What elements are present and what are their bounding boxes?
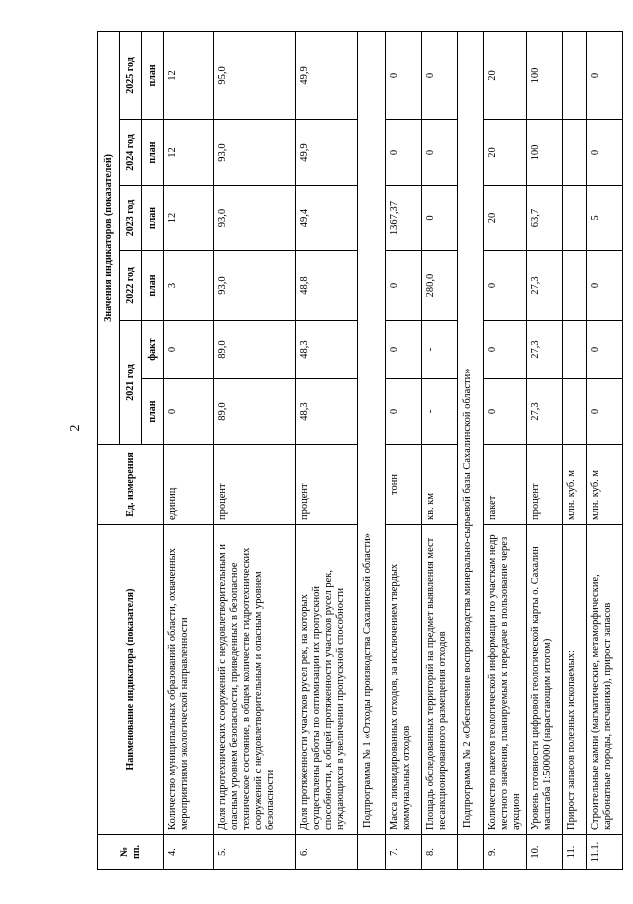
cell-value: 0 bbox=[386, 251, 422, 321]
col-2025: 2025 год bbox=[120, 31, 142, 119]
row-name: Доля протяженности участков русел рек, на которых осуществлены работы по оптимизации их пропускной способности, к общей протяженности участков русел рек, нуждающихся в увеличении пропускной способности bbox=[296, 525, 358, 835]
cell-value: 93,0 bbox=[214, 251, 296, 321]
cell-value bbox=[563, 120, 587, 186]
col-2023: 2023 год bbox=[120, 186, 142, 251]
cell-value: 280,0 bbox=[422, 251, 458, 321]
cell-value bbox=[563, 321, 587, 379]
section-title: Подпрограмма № 2 «Обеспечение воспроизводства минерально-сырьевой базы Сахалинской области» bbox=[458, 31, 484, 834]
cell-value: 100 bbox=[527, 120, 563, 186]
cell-value bbox=[563, 31, 587, 119]
row-unit: процент bbox=[527, 445, 563, 525]
cell-value: 0 bbox=[386, 321, 422, 379]
cell-value: 0 bbox=[422, 31, 458, 119]
cell-value: 63,7 bbox=[527, 186, 563, 251]
rotated-page bbox=[97, 32, 613, 870]
row-unit: единиц bbox=[164, 445, 214, 525]
cell-value: 27,3 bbox=[527, 379, 563, 445]
row-num: 5. bbox=[214, 835, 296, 870]
table-row bbox=[527, 31, 563, 869]
row-unit: процент bbox=[296, 445, 358, 525]
table-row bbox=[484, 31, 527, 869]
cell-value: 95,0 bbox=[214, 31, 296, 119]
col-unit: Ед. измерения bbox=[98, 445, 164, 525]
col-name: Наименование индикатора (показателя) bbox=[98, 525, 164, 835]
cell-value: 0 bbox=[587, 321, 623, 379]
cell-value: 0 bbox=[587, 379, 623, 445]
col-2021-plan: план bbox=[142, 379, 164, 445]
col-2025-plan: план bbox=[142, 31, 164, 119]
cell-value: 89,0 bbox=[214, 321, 296, 379]
cell-value: 48,3 bbox=[296, 379, 358, 445]
row-num: 9. bbox=[484, 835, 527, 870]
cell-value: 0 bbox=[164, 379, 214, 445]
cell-value: - bbox=[422, 321, 458, 379]
cell-value: 0 bbox=[484, 321, 527, 379]
row-unit: млн. куб. м bbox=[587, 445, 623, 525]
cell-value: 12 bbox=[164, 186, 214, 251]
col-num: № пп. bbox=[98, 835, 164, 870]
row-unit: млн. куб. м bbox=[563, 445, 587, 525]
col-values: Значения индикаторов (показателей) bbox=[98, 31, 120, 444]
col-2024: 2024 год bbox=[120, 120, 142, 186]
row-num: 11. bbox=[563, 835, 587, 870]
cell-value: 20 bbox=[484, 186, 527, 251]
cell-value: 0 bbox=[587, 251, 623, 321]
row-name: Уровень готовности цифровой геологической карты о. Сахалин масштаба 1:500000 (нарастающим итогом) bbox=[527, 525, 563, 835]
cell-value: 0 bbox=[484, 251, 527, 321]
row-num: 11.1. bbox=[587, 835, 623, 870]
row-unit: кв. км bbox=[422, 445, 458, 525]
col-2022-plan: план bbox=[142, 251, 164, 321]
cell-value: 12 bbox=[164, 120, 214, 186]
cell-value: 93,0 bbox=[214, 120, 296, 186]
row-num: 6. bbox=[296, 835, 358, 870]
section-title: Подпрограмма № 1 «Отходы производства Сахалинской области» bbox=[358, 31, 386, 834]
table-row bbox=[296, 31, 358, 869]
table-row bbox=[422, 31, 458, 869]
row-name: Площадь обследованных территорий на предмет выявления мест несанкционированного размещения отходов bbox=[422, 525, 458, 835]
cell-value: 0 bbox=[164, 321, 214, 379]
row-num: 8. bbox=[422, 835, 458, 870]
cell-value bbox=[563, 251, 587, 321]
cell-value: 5 bbox=[587, 186, 623, 251]
cell-value: 20 bbox=[484, 120, 527, 186]
cell-value: 49,9 bbox=[296, 120, 358, 186]
col-2022: 2022 год bbox=[120, 251, 142, 321]
section-row bbox=[358, 31, 386, 869]
row-num: 4. bbox=[164, 835, 214, 870]
row-unit: пакет bbox=[484, 445, 527, 525]
cell-value: 48,8 bbox=[296, 251, 358, 321]
cell-value bbox=[563, 186, 587, 251]
cell-value: 0 bbox=[386, 31, 422, 119]
cell-value: 0 bbox=[422, 120, 458, 186]
cell-value: 3 bbox=[164, 251, 214, 321]
row-num: 10. bbox=[527, 835, 563, 870]
cell-value: 12 bbox=[164, 31, 214, 119]
indicators-table bbox=[97, 31, 623, 870]
cell-value: 48,3 bbox=[296, 321, 358, 379]
table-row bbox=[386, 31, 422, 869]
table-row bbox=[587, 31, 623, 869]
cell-value: 49,9 bbox=[296, 31, 358, 119]
page-number: 2 bbox=[68, 424, 83, 432]
row-name: Масса ликвидированных отходов, за исключением твердых коммунальных отходов bbox=[386, 525, 422, 835]
col-2021: 2021 год bbox=[120, 321, 142, 445]
cell-value: 0 bbox=[422, 186, 458, 251]
cell-value: 93,0 bbox=[214, 186, 296, 251]
col-2023-plan: план bbox=[142, 186, 164, 251]
cell-value: 0 bbox=[587, 31, 623, 119]
row-unit: тонн bbox=[386, 445, 422, 525]
cell-value: 100 bbox=[527, 31, 563, 119]
cell-value: 20 bbox=[484, 31, 527, 119]
table-row bbox=[214, 31, 296, 869]
row-num: 7. bbox=[386, 835, 422, 870]
cell-value: 89,0 bbox=[214, 379, 296, 445]
cell-value: 0 bbox=[386, 379, 422, 445]
cell-value bbox=[563, 379, 587, 445]
row-unit: процент bbox=[214, 445, 296, 525]
row-name: Количество муниципальных образований области, охваченных мероприятиями экологической направленности bbox=[164, 525, 214, 835]
table-row bbox=[563, 31, 587, 869]
cell-value: 0 bbox=[484, 379, 527, 445]
cell-value: 0 bbox=[587, 120, 623, 186]
cell-value: - bbox=[422, 379, 458, 445]
row-name: Строительные камни (магматические, метаморфические, карбонатные породы, песчаники), прирост запасов bbox=[587, 525, 623, 835]
col-2024-plan: план bbox=[142, 120, 164, 186]
cell-value: 27,3 bbox=[527, 321, 563, 379]
section-row bbox=[458, 31, 484, 869]
cell-value: 1367,37 bbox=[386, 186, 422, 251]
cell-value: 27,3 bbox=[527, 251, 563, 321]
cell-value: 0 bbox=[386, 120, 422, 186]
row-name: Прирост запасов полезных ископаемых: bbox=[563, 525, 587, 835]
row-name: Доля гидротехнических сооружений с неудовлетворительным и опасным уровнем безопасности, приведенных в безопасное техническое состояние, в общем количестве гидротехнических сооружений с неудовлетворительным и опасным уровнем безопасности bbox=[214, 525, 296, 835]
cell-value: 49,4 bbox=[296, 186, 358, 251]
row-name: Количество пакетов геологической информации по участкам недр местного значения, планируемым к передаче в пользование через аукцион bbox=[484, 525, 527, 835]
col-2021-fact: факт bbox=[142, 321, 164, 379]
table-row bbox=[164, 31, 214, 869]
